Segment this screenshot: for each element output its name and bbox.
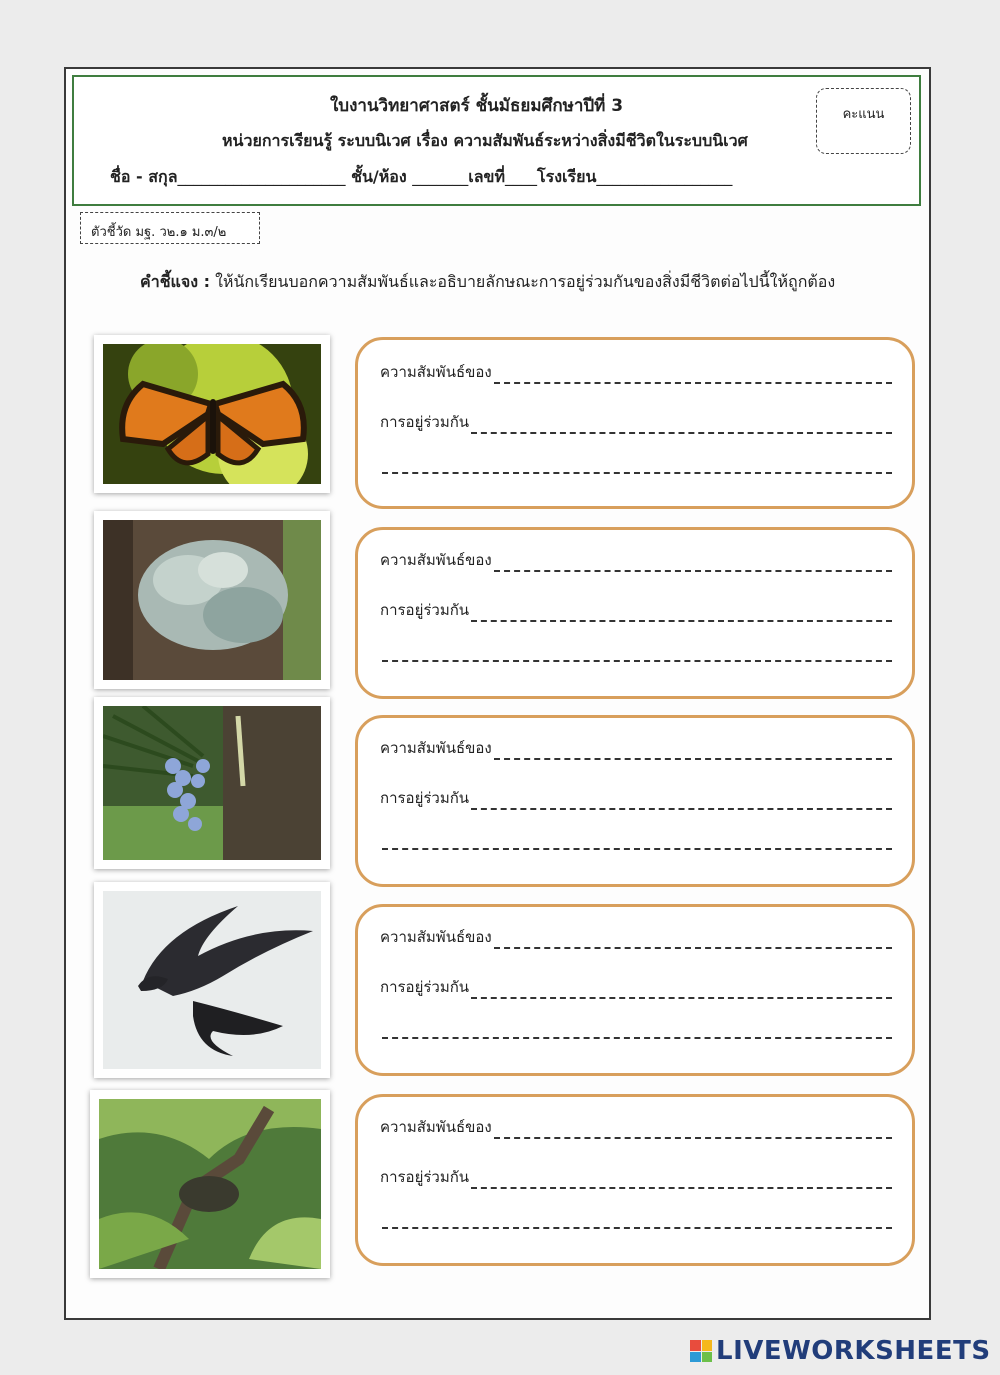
lichen-illustration [103,520,321,680]
extra-line-4[interactable] [380,1027,892,1039]
living-label: การอยู่ร่วมกัน [380,601,470,619]
school-field[interactable]: _________________ [596,167,733,186]
instructions-text: ให้นักเรียนบอกความสัมพันธ์และอธิบายลักษณะการอยู่ร่วมกันของสิ่งมีชีวิตต่อไปนี้ให้ถูกต้อง [215,272,836,291]
living-label: การอยู่ร่วมกัน [380,1168,470,1186]
relation-label: ความสัมพันธ์ของ [380,551,492,569]
instructions [140,270,835,295]
fern-illustration [99,1099,321,1269]
brand-text: LIVEWORKSHEETS [716,1336,991,1366]
answer-box-3 [355,715,915,887]
living-field-5[interactable] [380,1165,892,1189]
hawk-illustration [103,891,321,1069]
relation-field-3[interactable] [380,736,892,760]
number-field[interactable]: ____ [505,167,538,186]
indicator-box: ตัวชี้วัด มฐ. ว๒.๑ ม.๓/๒ [80,212,260,244]
worksheet-title: ใบงานวิทยาศาสตร์ ชั้นมัธยมศึกษาปีที่ 3 [330,96,624,116]
living-field-2[interactable] [380,598,892,622]
living-field-3[interactable] [380,786,892,810]
fern-photo [90,1090,330,1278]
answer-box-5 [355,1094,915,1266]
living-label: การอยู่ร่วมกัน [380,978,470,996]
worksheet-subtitle: หน่วยการเรียนรู้ ระบบนิเวศ เรื่อง ความสัมพันธ์ระหว่างสิ่งมีชีวิตในระบบนิเวศ [222,131,748,150]
living-label: การอยู่ร่วมกัน [380,413,470,431]
living-label: การอยู่ร่วมกัน [380,789,470,807]
number-label: เลขที่ [468,167,506,186]
living-field-4[interactable] [380,975,892,999]
relation-field-2[interactable] [380,548,892,572]
relation-field-4[interactable] [380,925,892,949]
school-label: โรงเรียน [537,167,597,186]
name-field[interactable]: _____________________ [177,167,346,186]
relation-field-5[interactable] [380,1115,892,1139]
extra-line-5[interactable] [380,1217,892,1229]
score-label: คะแนน [842,107,885,122]
class-field[interactable]: _______ [412,167,469,186]
class-label: ชั้น/ห้อง [351,167,407,186]
orchid-photo [94,697,330,869]
extra-line-1[interactable] [380,462,892,474]
relation-label: ความสัมพันธ์ของ [380,1118,492,1136]
relation-label: ความสัมพันธ์ของ [380,928,492,946]
relation-label: ความสัมพันธ์ของ [380,363,492,381]
lichen-photo [94,511,330,689]
answer-box-2 [355,527,915,699]
student-info-line [110,165,732,190]
butterfly-photo [94,335,330,493]
living-field-1[interactable] [380,410,892,434]
relation-field-1[interactable] [380,360,892,384]
orchid-illustration [103,706,321,860]
liveworksheets-icon [690,1340,712,1362]
hawk-photo [94,882,330,1078]
relation-label: ความสัมพันธ์ของ [380,739,492,757]
answer-box-4 [355,904,915,1076]
butterfly-illustration [103,344,321,484]
score-box[interactable] [816,88,911,154]
instructions-label: คำชี้แจง : [140,272,211,291]
extra-line-3[interactable] [380,838,892,850]
liveworksheets-logo [690,1336,991,1366]
name-label: ชื่อ - สกุล [110,167,178,186]
answer-box-1 [355,337,915,509]
extra-line-2[interactable] [380,650,892,662]
